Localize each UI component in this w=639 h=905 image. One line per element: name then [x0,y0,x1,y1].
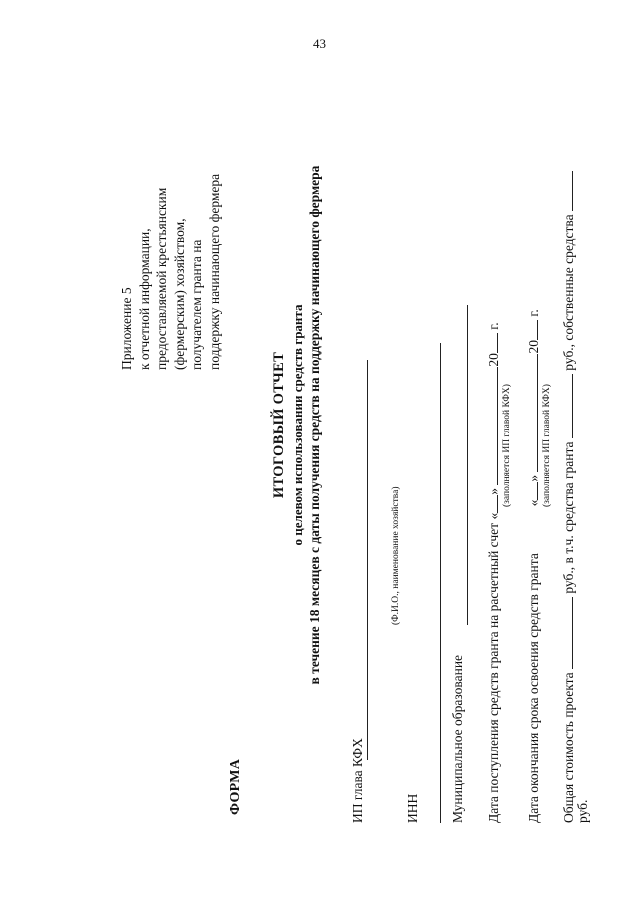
appendix-line: (фермерским) хозяйством, [171,218,187,370]
report-subtitle-2: в течение 18 месяцев с даты получения средств на поддержку начинающего фермера [307,165,322,685]
landscape-form [20,75,620,855]
receipt-quote-close: » [486,488,501,495]
inn-label: ИНН [405,793,420,823]
appendix-line: к отчетной информации, [136,228,152,370]
end-date-row [525,309,542,823]
receipt-month-field[interactable] [485,367,498,485]
cost-label: Общая стоимость проекта [561,672,576,823]
report-subtitle-1: о целевом использовании средств гранта [290,304,305,546]
cost-grant-field[interactable] [560,374,573,438]
end-year-suffix: г. [526,309,541,317]
report-title-main: ИТОГОВЫЙ ОТЧЕТ [271,351,287,499]
appendix-line: Приложение 5 [119,287,134,370]
inn-field[interactable] [440,343,441,823]
end-quote-close: » [526,474,541,482]
page-number: 43 [313,36,326,51]
ip-head-field[interactable] [367,360,368,760]
receipt-day-field[interactable] [485,495,498,513]
end-date-label: Дата окончания срока освоения средств гранта [526,553,541,823]
cost-own-field[interactable] [560,171,573,211]
end-month-field[interactable] [525,354,538,472]
receipt-year-suffix: г. [486,322,501,330]
receipt-date-caption: (заполняется ИП главой КФХ) [502,384,512,507]
appendix-note [118,110,223,370]
appendix-line: получателем гранта на [189,239,205,370]
end-date-caption: (заполняется ИП главой КФХ) [542,384,552,507]
end-quote-open: « [526,499,541,507]
receipt-century: 20 [486,353,501,367]
cost-total-field[interactable] [560,597,573,669]
end-day-field[interactable] [525,482,538,500]
report-title [271,125,323,725]
receipt-year-field[interactable] [485,333,498,353]
cost-own-label: руб., собственные средства [561,214,576,371]
receipt-date-label: Дата поступления средств гранта на расчетный счет [486,522,501,823]
form-label: ФОРМА [228,758,243,815]
municipality-field[interactable] [467,305,468,625]
receipt-date-row [485,322,502,823]
appendix-line: предоставляемой крестьянским [154,187,170,370]
appendix-line: поддержку начинающего фермера [206,173,222,370]
ip-head-caption: (Ф.И.О., наименование хозяйства) [391,486,401,625]
receipt-quote-open: « [486,512,501,520]
cost-row [560,171,577,823]
municipality-label: Муниципальное образование [450,654,465,823]
end-year-field[interactable] [525,320,538,340]
ip-head-label: ИП глава КФХ [350,738,365,823]
cost-grant-label: руб., в т.ч. средства гранта [561,441,576,594]
cost-row-continuation: руб. [575,799,590,823]
end-century: 20 [526,340,541,354]
